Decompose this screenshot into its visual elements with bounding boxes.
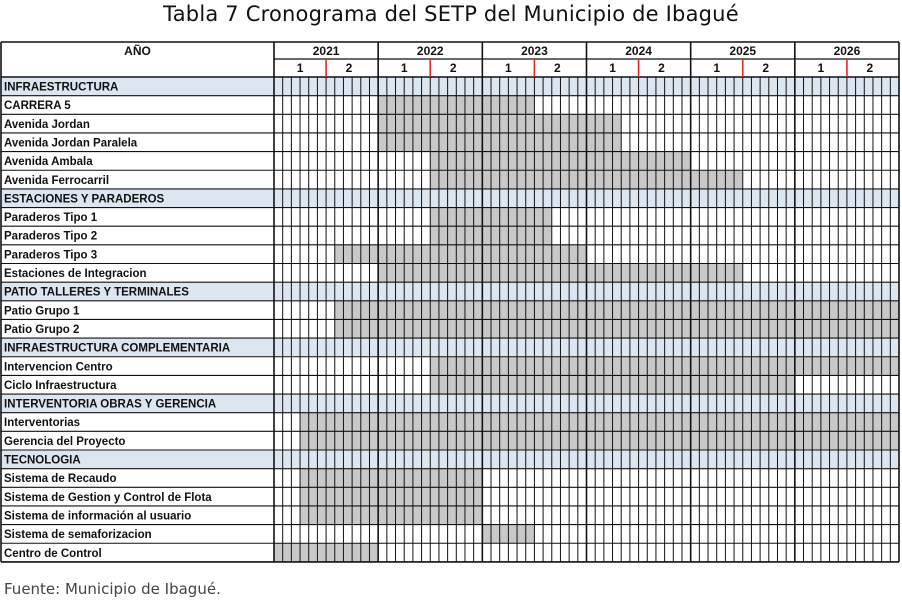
activity-label: Paraderos Tipo 3 [4,249,98,262]
year-label: 2024 [625,44,652,58]
activity-label: Gerencia del Proyecto [4,435,126,448]
activity-bar [300,487,482,506]
activity-bar [300,431,899,450]
activity-label: Patio Grupo 1 [4,305,80,318]
activity-label: Paraderos Tipo 2 [4,230,98,243]
year-label: 2025 [729,44,757,58]
section-row-fill [1,77,899,96]
year-label: 2021 [312,44,340,58]
table-title: Tabla 7 Cronograma del SETP del Municipio de Ibagué [163,2,739,26]
source-note: Fuente: Municipio de Ibagué. [4,580,221,598]
section-label: TECNOLOGIA [4,454,81,467]
section-label: INFRAESTRUCTURA COMPLEMENTARIA [4,342,231,355]
activity-label: Sistema de semaforizacion [4,529,152,542]
activity-bar [335,301,899,320]
year-label: 2022 [416,44,444,58]
semester-label: 1 [400,61,408,75]
activity-label: Sistema de Recaudo [4,473,117,486]
activity-label: Avenida Jordan Paralela [4,137,138,150]
activity-label: Avenida Ferrocarril [4,174,110,187]
activity-label: CARRERA 5 [4,100,71,113]
year-column-header: AÑO [124,44,151,58]
activity-label: Sistema de información al usuario [4,510,192,523]
section-label: PATIO TALLERES Y TERMINALES [4,286,189,299]
activity-bar [335,245,587,264]
section-label: INFRAESTRUCTURA [4,81,119,94]
year-label: 2026 [833,44,861,58]
semester-label: 1 [713,61,721,75]
activity-label: Sistema de Gestion y Control de Flota [4,491,212,504]
semester-label: 2 [658,61,665,75]
semester-label: 2 [762,61,770,75]
activity-label: Avenida Ambala [4,156,93,169]
activity-bar [300,413,899,432]
semester-label: 2 [866,61,874,75]
semester-label: 1 [505,61,512,75]
semester-label: 1 [609,61,616,75]
activity-label: Interventorias [4,417,81,430]
semester-label: 2 [345,61,353,75]
section-label: ESTACIONES Y PARADEROS [4,193,165,206]
activity-bar [300,506,482,525]
semester-label: 1 [296,61,304,75]
activity-label: Intervencion Centro [4,361,113,374]
semester-label: 2 [449,61,457,75]
activity-label: Estaciones de Integracion [4,268,147,280]
activity-bar [335,319,899,338]
activity-label: Paraderos Tipo 1 [4,212,98,225]
activity-label: Ciclo Infraestructura [4,379,117,392]
section-label: INTERVENTORIA OBRAS Y GERENCIA [4,398,217,411]
activity-label: Centro de Control [4,547,102,560]
semester-label: 2 [553,61,561,75]
activity-label: Patio Grupo 2 [4,323,80,336]
year-label: 2023 [521,44,548,58]
activity-label: Avenida Jordan [4,118,90,131]
semester-label: 1 [817,61,825,75]
section-row-fill [1,450,899,469]
activity-bar [300,469,482,488]
